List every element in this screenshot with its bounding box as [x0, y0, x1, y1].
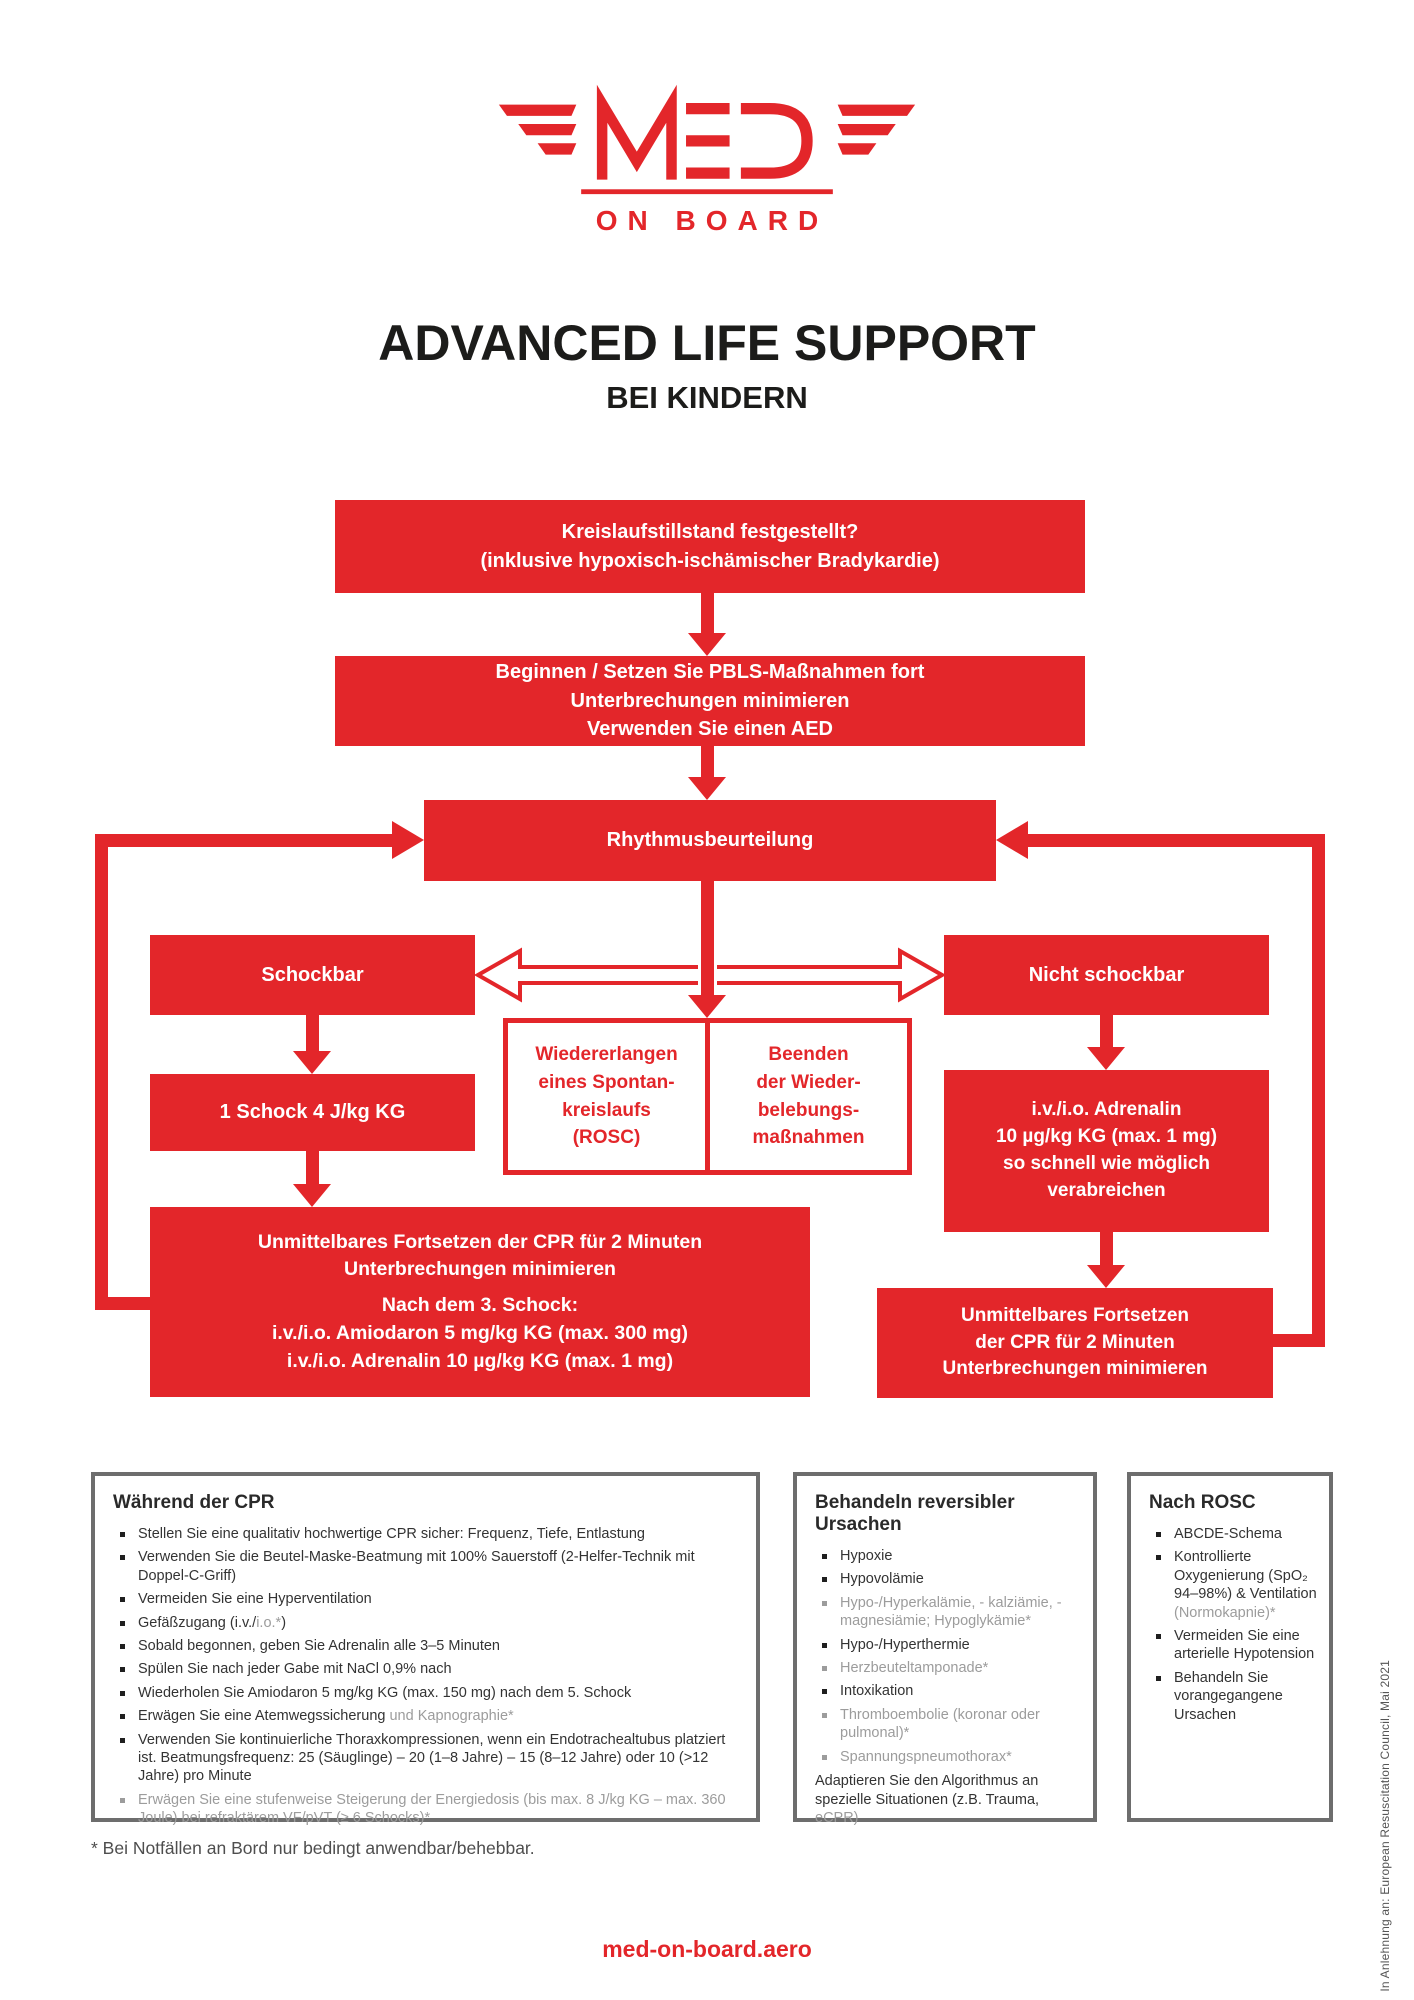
arrow-shock-to-cpr-left: [293, 1151, 331, 1207]
page-subtitle: BEI KINDERN: [606, 380, 808, 415]
list-item: ABCDE-Schema: [1147, 1525, 1317, 1543]
node-shock-dose: 1 Schock 4 J/kg KG: [150, 1074, 475, 1151]
text-line: Unterbrechungen minimieren: [942, 1358, 1208, 1380]
list-item: Hypoxie: [813, 1547, 1081, 1565]
list-item: Herzbeuteltamponade*: [813, 1659, 1081, 1677]
panel-after-rosc-list: [1147, 1525, 1317, 1724]
list-item: Erwägen Sie eine stufenweise Steigerung der Energiedosis (bis max. 8 J/kg KG – max. 360 Joule) bei refraktärem VF/pVT (≥ 6 Schocks)*: [111, 1791, 744, 1828]
text-line: verabreichen: [1047, 1179, 1166, 1201]
bullet-icon: [120, 1621, 125, 1626]
bullet-icon: [1156, 1676, 1161, 1681]
text-line: so schnell wie möglich: [1003, 1153, 1210, 1174]
list-item: Kontrollierte Oxygenierung (SpO₂ 94–98%) & Ventilation (Normokapnie)*: [1147, 1548, 1317, 1622]
cpr-left-paragraph-2: [272, 1292, 688, 1375]
loop-left-arrowhead-icon: [392, 821, 424, 859]
source-attribution: In Anlehnung an: European Resuscitation Council, Mai 2021: [1378, 1660, 1392, 1992]
bullet-icon: [120, 1798, 125, 1803]
node-non-shockable: Nicht schockbar: [944, 935, 1269, 1015]
cpr-left-paragraph-1: [258, 1229, 702, 1284]
med-wings-icon: [497, 82, 917, 203]
bullet-icon: [822, 1689, 827, 1694]
arrow-nonshockable-to-adrenaline: [1087, 1015, 1125, 1070]
text-line: Beenden: [768, 1044, 849, 1066]
text-line: Beginnen / Setzen Sie PBLS-Maßnahmen fort: [495, 661, 925, 684]
text-line: eines Spontan-: [538, 1071, 675, 1093]
text-line: i.v./i.o. Amiodaron 5 mg/kg KG (max. 300 mg): [271, 1321, 689, 1344]
text-line: Unmittelbares Fortsetzen der CPR für 2 Minuten: [257, 1230, 703, 1253]
list-item: Gefäßzugang (i.v./i.o.*): [111, 1614, 744, 1632]
list-item: Verwenden Sie kontinuierliche Thoraxkompressionen, wenn ein Endotrachealtubus platziert ist. Beatmungsfrequenz: 25 (Säuglinge) – 20 (1–8 Jahre) – 15 (8–12 Jahre) oder 10 (>12 Jahre) pro Minute: [111, 1731, 744, 1786]
loop-right-bottom-line: [1273, 1334, 1325, 1347]
arrow-shockable-to-shock: [293, 1015, 331, 1074]
node-stop-resuscitation: [710, 1023, 907, 1170]
list-item: Wiederholen Sie Amiodaron 5 mg/kg KG (max. 150 mg) nach dem 5. Schock: [111, 1684, 744, 1702]
panel-during-cpr: [91, 1472, 760, 1827]
node-rhythm-assessment: Rhythmusbeurteilung: [424, 800, 996, 881]
asterisk-footnote: * Bei Notfällen an Bord nur bedingt anwendbar/behebbar.: [91, 1838, 535, 1858]
arrow-arrest-to-pbls: [688, 593, 726, 656]
arrow-adrenaline-to-cpr-right: [1087, 1232, 1125, 1288]
node-cpr-left: [150, 1207, 810, 1397]
panel-reversible-causes: [793, 1472, 1097, 1827]
node-cpr-right: [877, 1288, 1273, 1398]
bullet-icon: [1156, 1634, 1161, 1639]
text-line: Unterbrechungen minimieren: [344, 1258, 616, 1281]
node-cardiac-arrest: [335, 500, 1085, 593]
text-line: Nach dem 3. Schock:: [381, 1294, 579, 1317]
node-shockable: Schockbar: [150, 935, 475, 1015]
text-line: Kreislaufstillstand festgestellt?: [561, 521, 859, 544]
loop-left-bottom-line: [95, 1297, 155, 1310]
panel-reversible-causes-note: Adaptieren Sie den Algorithmus an spezielle Situationen (z.B. Trauma, eCPR): [815, 1773, 1040, 1827]
loop-right-arrowhead-icon: [996, 821, 1028, 859]
bullet-icon: [822, 1643, 827, 1648]
bullet-icon: [822, 1601, 827, 1606]
list-item: Hypovolämie: [813, 1570, 1081, 1588]
bullet-icon: [120, 1738, 125, 1743]
text-line: maßnahmen: [752, 1127, 865, 1149]
text-line: kreislaufs: [562, 1099, 651, 1121]
text-line: (inklusive hypoxisch-ischämischer Bradykardie): [480, 549, 940, 572]
list-item: Sobald begonnen, geben Sie Adrenalin alle 3–5 Minuten: [111, 1637, 744, 1655]
panel-reversible-causes-title: Behandeln reversibler Ursachen: [815, 1492, 1015, 1535]
bullet-icon: [120, 1555, 125, 1560]
med-on-board-logo: [0, 82, 1414, 237]
list-item: Spannungspneumothorax*: [813, 1748, 1081, 1766]
panel-after-rosc-title: Nach ROSC: [1149, 1492, 1256, 1513]
bullet-icon: [120, 1667, 125, 1672]
list-item: Hypo-/Hyperkalämie, - kalziämie, -magnesiämie; Hypoglykämie*: [813, 1594, 1081, 1631]
list-item: Verwenden Sie die Beutel-Maske-Beatmung mit 100% Sauerstoff (2-Helfer-Technik mit Doppel-C-Griff): [111, 1548, 744, 1585]
text-line: Verwenden Sie einen AED: [586, 718, 833, 741]
bullet-icon: [822, 1666, 827, 1671]
list-item: Hypo-/Hyperthermie: [813, 1636, 1081, 1654]
node-adrenaline: [944, 1070, 1269, 1232]
bullet-icon: [120, 1597, 125, 1602]
bullet-icon: [120, 1532, 125, 1537]
bullet-icon: [822, 1577, 827, 1582]
text-line: der Wieder-: [756, 1071, 861, 1093]
list-item: Stellen Sie eine qualitativ hochwertige CPR sicher: Frequenz, Tiefe, Entlastung: [111, 1525, 744, 1543]
panel-during-cpr-list: [111, 1525, 744, 1828]
loop-right-top-line: [1028, 834, 1325, 847]
list-item: Vermeiden Sie eine arterielle Hypotension: [1147, 1627, 1317, 1664]
bullet-icon: [822, 1713, 827, 1718]
text-line: (ROSC): [572, 1127, 641, 1149]
bullet-icon: [1156, 1532, 1161, 1537]
text-line: der CPR für 2 Minuten: [975, 1331, 1175, 1353]
arrow-pbls-to-rhythm: [688, 746, 726, 800]
loop-left-vertical-line: [95, 834, 108, 1310]
loop-left-top-line: [95, 834, 392, 847]
panel-during-cpr-title: Während der CPR: [113, 1492, 275, 1513]
bullet-icon: [822, 1755, 827, 1760]
list-item: Vermeiden Sie eine Hyperventilation: [111, 1590, 744, 1608]
loop-right-vertical-line: [1312, 834, 1325, 1347]
text-line: i.v./i.o. Adrenalin: [1031, 1099, 1182, 1121]
bullet-icon: [120, 1644, 125, 1649]
bullet-icon: [822, 1554, 827, 1559]
panel-reversible-causes-list: [813, 1547, 1081, 1766]
node-rosc: [508, 1023, 710, 1170]
website-link[interactable]: med-on-board.aero: [602, 1936, 812, 1962]
list-item: Spülen Sie nach jeder Gabe mit NaCl 0,9% nach: [111, 1660, 744, 1678]
arrow-rhythm-to-rosc: [688, 881, 726, 1018]
text-line: Unmittelbares Fortsetzen: [960, 1304, 1190, 1326]
list-item: Behandeln Sie vorangegangene Ursachen: [1147, 1669, 1317, 1724]
list-item: Intoxikation: [813, 1682, 1081, 1700]
bullet-icon: [120, 1691, 125, 1696]
logo-subtext: ON BOARD: [595, 205, 829, 236]
text-line: 10 µg/kg KG (max. 1 mg): [995, 1126, 1218, 1148]
page-title: ADVANCED LIFE SUPPORT: [378, 315, 1036, 371]
text-line: belebungs-: [757, 1099, 860, 1121]
bullet-icon: [1156, 1555, 1161, 1560]
text-line: Wiedererlangen: [535, 1044, 678, 1066]
list-item: Thromboembolie (koronar oder pulmonal)*: [813, 1706, 1081, 1743]
bullet-icon: [120, 1714, 125, 1719]
text-line: Unterbrechungen minimieren: [570, 689, 850, 712]
node-rosc-or-stop: [503, 1018, 912, 1175]
panel-after-rosc: [1127, 1472, 1333, 1822]
node-pbls: [335, 656, 1085, 746]
text-line: i.v./i.o. Adrenalin 10 µg/kg KG (max. 1 mg): [286, 1349, 674, 1372]
list-item: Erwägen Sie eine Atemwegssicherung und Kapnographie*: [111, 1707, 744, 1725]
